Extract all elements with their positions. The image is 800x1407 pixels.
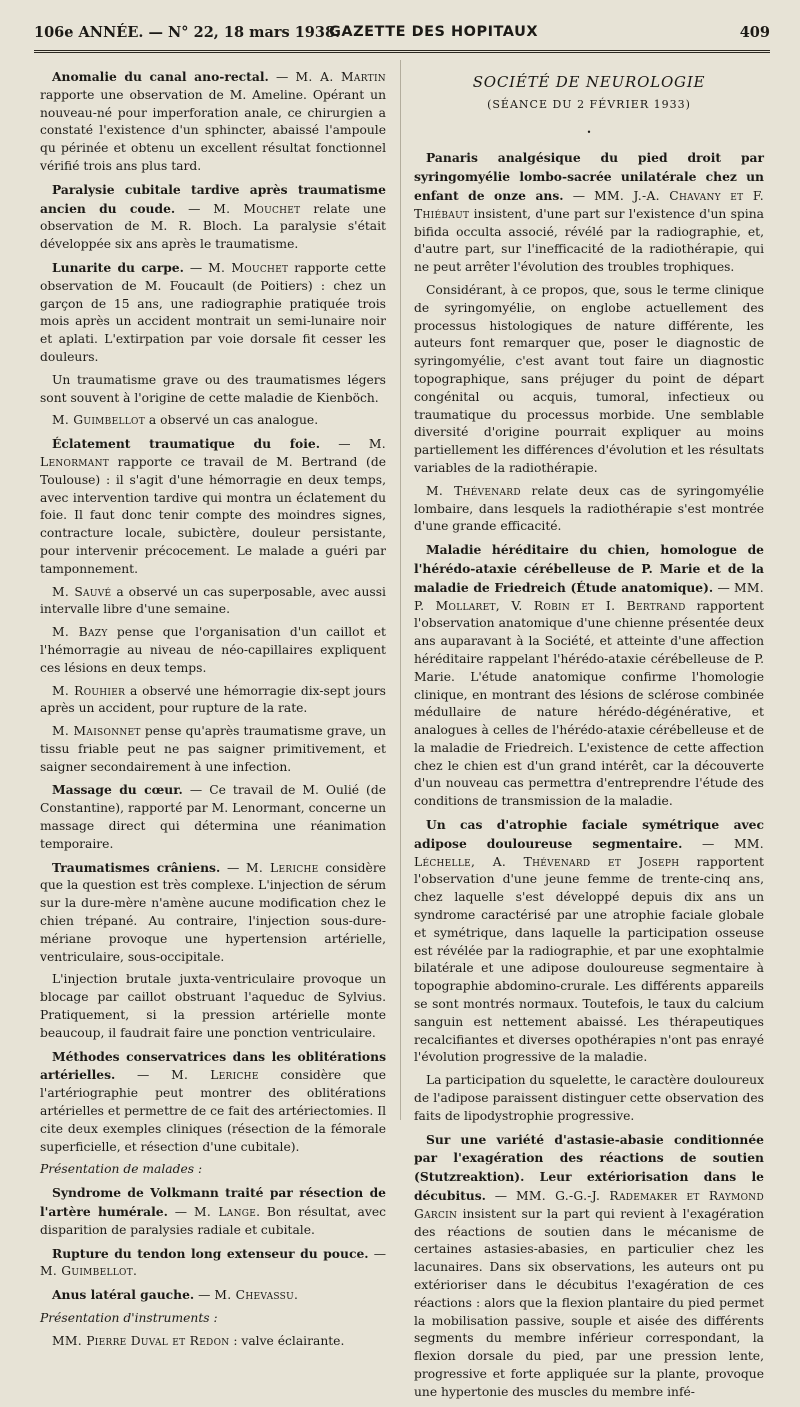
paragraph-text: rapporte ce travail de M. Bertrand (de Toulouse) : il s'agit d'une hémorragie en deux temps, avec intervention tardive qui montra un éclatement du foie. Il faut donc tenir compte des moindres signes, contracture locale, subictère, douleur persistante, pour intervenir précocement. Le malade a guéri par tamponnement. (40, 454, 386, 576)
paragraph-text: relate deux cas de syringomyélie lombaire, dans lesquels la radiothérapie s'est montrée d'une grande efficacité. (414, 483, 764, 534)
paragraph-text: a observé une hémorragie dix-sept jours après un accident, pour rupture de la rate. (40, 683, 386, 716)
paragraph-text: a observé un cas analogue. (145, 413, 319, 428)
paragraph: Syndrome de Volkmann traité par résection de l'artère humérale. — M. Lange. Bon résultat, avec disparition de paralysies radiale et cubitale. (40, 1185, 386, 1237)
paragraph-text: . Bon résultat, avec disparition de paralysies radiale et cubitale. (40, 1205, 386, 1237)
paragraph (40, 1333, 386, 1351)
paragraph (40, 971, 386, 1042)
paragraph: Sur une variété d'astasie-abasie conditionnée par l'exagération des réactions de soutien (Stutzreaktion). Leur extériorisation dans le décubitus. — MM. G.-G.-J. Rademaker et Raymond Garcin insistent sur la part qui revient à l'exagération des réactions de soutien dans le mécanisme de certaines astasies-abasies, en particulier chez les lacunaires. Dans six observations, les auteurs ont pu extérioriser dans le décubitus l'exagération de ces réactions : alors que la flexion plantaire du pied permet la mobilisation passive, souple et aisée des différents segments du membre inférieur correspondant, la flexion dorsale du pied, par une pression lente, progressive et forte appliquée sur la plante, provoque une hypertonie des muscles du membre infé- (414, 1131, 764, 1399)
entry-title: Traumatismes crâniens. (52, 859, 221, 875)
page-number: 409 (739, 24, 770, 41)
author-name: M. Maisonnet (52, 724, 141, 739)
left-column (40, 68, 386, 1356)
paragraph: Éclatement traumatique du foie. — M. Lenormant rapporte ce travail de M. Bertrand (de Toulouse) : il s'agit d'une hémorragie en deux temps, avec intervention tardive qui montra un éclatement du foie. Il faut donc tenir compte des moindres signes, contracture locale, subictère, douleur persistante, pour intervenir précocement. Le malade a guéri par tamponnement. (40, 436, 386, 576)
author-name: MM. Pierre Duval et Redon (52, 1333, 230, 1348)
entry-title: Éclatement traumatique du foie. (52, 436, 321, 452)
paragraph (414, 483, 764, 536)
paragraph: Méthodes conservatrices dans les oblitérations artérielles. — M. Leriche considère que l'artériographie peut montrer des oblitérations artérielles et permettre de ce fait des artériectomies. Il cite deux exemples cliniques (résection de la fémorale superficielle, et résection d'une cubitale). (40, 1048, 386, 1154)
author-name: M. Rouhier (52, 683, 126, 698)
paragraph-text: . (133, 1264, 137, 1279)
paragraph-text: Ce travail de M. Oulié (de Constantine), rapporté par M. Lenormant, concerne un massage direct qui détermina une réanimation temporaire. (40, 783, 386, 851)
author-name: MM. Léchelle, A. Thévenard et Joseph (414, 836, 764, 869)
entry-title: Rupture du tendon long extenseur du pouce. (52, 1245, 369, 1261)
paragraph-text: rapporte cette observation de M. Foucault (de Poitiers) : chez un garçon de 15 ans, une radiographie pratiquée trois mois après un accident montrait un semi-lunaire noir et aplati. L'extirpation par voie dorsale fit cesser les douleurs. (40, 260, 386, 364)
paragraph-text: considère que la question est très complexe. L'injection de sérum sur la dure-mère n'amène aucune modification chez le chien trépané. Au contraire, l'injection sous-dure-mériane provoque une hypertension artérielle, ventriculaire, sous-occipitale. (40, 860, 386, 964)
entry-title: Anomalie du canal ano-rectal. (52, 69, 269, 84)
presentation-heading: Présentation d'instruments : (40, 1311, 218, 1325)
entry-title: Sur une variété d'astasie-abasie conditionnée par l'exagération des réactions de soutien (Stutzreaktion). Leur extériorisation dans le décubitus. (414, 1131, 764, 1204)
paragraph: Anomalie du canal ano-rectal. — M. A. Martin rapporte une observation de M. Ameline. Opérant un nouveau-né pour imperforation anale, ce chirurgien a constaté l'existence d'un sphincter, abaissé l'ampoule qu périnée et obtenu un excellent résultat fonctionnel vérifié trois ans plus tard. (40, 69, 386, 173)
paragraph-text: Un traumatisme grave ou des traumatismes légers sont souvent à l'origine de cette maladie de Kienböch. (40, 372, 386, 405)
header-issue: 106e ANNÉE. — N° 22, 18 mars 1938. (34, 24, 341, 41)
section-title: SOCIÉTÉ DE NEUROLOGIE (472, 73, 706, 91)
author-name: M. Mouchet (213, 201, 301, 216)
paragraph-text: rapportent l'observation d'une jeune femme de trente-cinq ans, chez laquelle s'est développé depuis dix ans un syndrome caractérisé par une atrophie faciale globale et symétrique, dans laquelle la participation osseuse est révélée par la radiographie, et par une exophtalmie bilatérale et une adipose douloureuse segmentaire à topographie abdomino-crurale. Les différents appareils se sont montrés normaux. Toutefois, le taux du calcium sanguin est nettement abaissé. Les thérapeutiques recalcifiantes et diverses opothérapies n'ont pas enrayé l'évolution progressive de la maladie. (414, 854, 764, 1065)
paragraph (40, 584, 386, 620)
entry-title: Lunarite du carpe. (52, 259, 184, 275)
right-column (414, 68, 764, 1407)
paragraph (40, 1161, 386, 1179)
running-header (34, 10, 770, 53)
entry-title: Maladie héréditaire du chien, homologue de l'hérédo-ataxie cérébelleuse de P. Marie et de la maladie de Friedreich (Étude anatomique). (414, 542, 764, 595)
entry-title: Paralysie cubitale tardive après traumatisme ancien du coude. (40, 181, 386, 216)
paragraph-text: pense qu'après traumatisme grave, un tissu friable peut ne pas saigner primitivement, et saigner secondairement à une infection. (40, 724, 387, 774)
entry-title: Panaris analgésique du pied droit par syringomyélie lombo-sacrée unilatérale chez un enfant de onze ans. (414, 150, 764, 203)
entry-title: Méthodes conservatrices dans les oblitérations artérielles. (40, 1048, 386, 1083)
paragraph-text: rapporte une observation de M. Ameline. Opérant un nouveau-né pour imperforation anale, ce chirurgien a constaté l'existence d'un sphincter, abaissé l'ampoule qu périnée et obtenu un excellent résultat fonctionnel vérifié trois ans plus tard. (40, 87, 386, 173)
paragraph (40, 683, 386, 719)
paragraph-text: insistent, d'une part sur l'existence d'un spina bifida occulta associé, révélé par la radiographie, et, d'autre part, sur l'inefficacité de la radiothérapie, qui ne peut arrêter l'évolution des troubles trophiques. (414, 206, 764, 275)
entry-title: Anus latéral gauche. (52, 1287, 195, 1303)
paragraph-text: pense que l'organisation d'un caillot et l'hémorragie au niveau de néo-capillaires expliquent ces lésions en deux temps. (40, 625, 386, 675)
paragraph-text: . (294, 1288, 298, 1303)
paragraph: Panaris analgésique du pied droit par syringomyélie lombo-sacrée unilatérale chez un enfant de onze ans. — MM. J.-A. Chavany et F. Thiébaut insistent, d'une part sur l'existence d'un spina bifida occulta associé, révélé par la radiographie, et, d'autre part, sur l'inefficacité de la radiothérapie, qui ne peut arrêter l'évolution des troubles trophiques. (414, 150, 764, 275)
paragraph-text: L'injection brutale juxta-ventriculaire provoque un blocage par caillot obstruant l'aqueduc de Sylvius. Pratiquement, si la pression artérielle monte beaucoup, il faudrait faire une ponction ventriculaire. (40, 972, 386, 1040)
paragraph: Anus latéral gauche. — M. Chevassu. (52, 1287, 298, 1303)
paragraph (414, 282, 764, 478)
paragraph-text: Considérant, à ce propos, que, sous le terme clinique de syringomyélie, on englobe actuellement des processus histologiques de nature différente, les auteurs font remarquer que, poser le diagnostic de syringomyélie, c'est avant tout faire un diagnostic topographique, sans préjuger du point de départ congénital ou acquis, tumoral, infectieux ou traumatique du processus morbide. Une semblable diversité d'origine pourrait expliquer au moins partiellement les différences d'évolution et les résultats variables de la radiothérapie. (414, 282, 764, 475)
author-name: M. A. Martin (295, 70, 386, 84)
paragraph: Maladie héréditaire du chien, homologue de l'hérédo-ataxie cérébelleuse de P. Marie et de la maladie de Friedreich (Étude anatomique). — MM. P. Mollaret, V. Robin et I. Bertrand rapportent l'observation anatomique d'une chienne présentée deux ans auparavant à la Société, et atteinte d'une affection héréditaire rappelant l'hérédo-ataxie cérébelleuse de P. Marie. L'étude anatomique confirme l'homologie clinique, en montrant des lésions de sclérose combinée médullaire de nature hérédo-dégénérative, et analogues à celles de l'hérédo-ataxie cérébelleuse et de la maladie de Friedreich. L'existence de cette affection chez le chien est d'un grand intérêt, car la découverte d'un nouveau cas permettra d'entreprendre l'étude des conditions de transmission de la maladie. (414, 542, 764, 809)
paragraph: Lunarite du carpe. — M. Mouchet rapporte cette observation de M. Foucault (de Poitiers) : chez un garçon de 15 ans, une radiographie pratiquée trois mois après un accident montrait un semi-lunaire noir et aplati. L'extirpation par voie dorsale fit cesser les douleurs. (40, 259, 386, 364)
entry-title: Syndrome de Volkmann traité par résection de l'artère humérale. (40, 1185, 386, 1220)
author-name: M. Guimbellot (52, 413, 146, 428)
author-name: MM. J.-A. Chavany et F. Thiébaut (414, 188, 764, 221)
author-name: MM. G.-G.-J. Rademaker et Raymond Garcin (414, 1189, 764, 1221)
paragraph (40, 372, 386, 408)
paragraph (40, 723, 386, 776)
author-name: M. Bazy (52, 625, 108, 640)
entry-title: Massage du cœur. (52, 782, 183, 798)
author-name: M. Chevassu (214, 1288, 295, 1303)
column-divider (400, 60, 401, 1120)
paragraph: Massage du cœur. — Ce travail de M. Oulié (de Constantine), rapporté par M. Lenormant, concerne un massage direct qui détermina une réanimation temporaire. (40, 782, 386, 851)
author-name: M. Thévenard (426, 483, 521, 498)
author-name: MM. P. Mollaret, V. Robin et I. Bertrand (414, 580, 764, 613)
paragraph-text: insistent sur la part qui revient à l'exagération des réactions de soutien dans le mécanisme de certaines astasies-abasies, en particulier chez les lacunaires. Dans six observations, les auteurs ont pu extérioriser dans le décubitus l'exagération de ces réactions : alors que la flexion plantaire du pied permet la mobilisation passive, souple et aisée des différents segments du membre inférieur correspondant, la flexion dorsale du pied, par une pression lente, progressive et forte appliquée sur la plante, provoque une hypertonie des muscles du membre infé- (414, 1206, 764, 1399)
section-subtitle: (SÉANCE DU 2 FÉVRIER 1933) (487, 97, 691, 111)
author-name: M. Sauvé (52, 584, 112, 599)
author-name: M. Leriche (171, 1068, 259, 1083)
paragraph-text: relate une observation de M. R. Bloch. La paralysie s'était développée six ans après le traumatisme. (40, 201, 387, 252)
author-name: M. Lange (194, 1205, 257, 1220)
paragraph-text: La participation du squelette, le caractère douloureux de l'adipose paraissent distinguer cette observation des faits de lipodystrophie progressive. (414, 1073, 764, 1123)
paragraph-text: a observé un cas superposable, avec aussi intervalle libre d'une semaine. (40, 584, 386, 617)
paragraph-text: considère que l'artériographie peut montrer des oblitérations artérielles et permettre de ce fait des artériectomies. Il cite deux exemples cliniques (résection de la fémorale superficielle, et résection d'une cubitale). (40, 1068, 386, 1154)
ornament-dot: • (586, 127, 592, 137)
paragraph (414, 1072, 764, 1125)
entry-title: Un cas d'atrophie faciale symétrique avec adipose douloureuse segmentaire. (414, 817, 764, 851)
right-column-body (414, 149, 764, 1401)
paragraph: Traumatismes crâniens. — M. Leriche considère que la question est très complexe. L'injection de sérum sur la dure-mère n'amène aucune modification chez le chien trépané. Au contraire, l'injection sous-dure-mériane provoque une hypertension artérielle, ventriculaire, sous-occipitale. (40, 859, 386, 964)
paragraph (40, 1310, 386, 1328)
author-name: M. Lenormant (40, 437, 386, 469)
paragraph-text: rapportent l'observation anatomique d'une chienne présentée deux ans auparavant à la Société, et atteinte d'une affection héréditaire rappelant l'hérédo-ataxie cérébelleuse de P. Marie. L'étude anatomique confirme l'homologie clinique, en montrant des lésions de sclérose combinée médullaire de nature hérédo-dégénérative, et analogues à celles de l'hérédo-ataxie cérébelleuse et de la maladie de Friedreich. L'existence de cette affection chez le chien est d'un grand intérêt, car la découverte d'un nouveau cas permettra d'entreprendre l'étude des conditions de transmission de la maladie. (414, 598, 764, 809)
paragraph (40, 412, 386, 430)
paragraph: Un cas d'atrophie faciale symétrique avec adipose douloureuse segmentaire. — MM. Léchelle, A. Thévenard et Joseph rapportent l'observation d'une jeune femme de trente-cinq ans, chez laquelle s'est développé depuis dix ans un syndrome caractérisé par une atrophie faciale globale et symétrique, dans laquelle la participation osseuse est révélée par la radiographie, et par une exophtalmie bilatérale et une adipose douloureuse segmentaire à topographie abdomino-crurale. Les différents appareils se sont montrés normaux. Toutefois, le taux du calcium sanguin est nettement abaissé. Les thérapeutiques recalcifiantes et diverses opothérapies n'ont pas enrayé l'évolution progressive de la maladie. (414, 817, 764, 1065)
paragraph-text: : valve éclairante. (229, 1333, 345, 1348)
paragraph (40, 624, 386, 677)
paragraph: Paralysie cubitale tardive après traumatisme ancien du coude. — M. Mouchet relate une observation de M. R. Bloch. La paralysie s'était développée six ans après le traumatisme. (40, 181, 387, 252)
author-name: M. Leriche (245, 860, 319, 875)
author-name: M. Guimbellot (40, 1264, 134, 1279)
author-name: M. Mouchet (208, 260, 289, 275)
header-journal-title: GAZETTE DES HOPITAUX (329, 24, 539, 40)
presentation-heading: Présentation de malades : (40, 1162, 203, 1177)
paragraph: Rupture du tendon long extenseur du pouce. — M. Guimbellot. (40, 1245, 386, 1279)
